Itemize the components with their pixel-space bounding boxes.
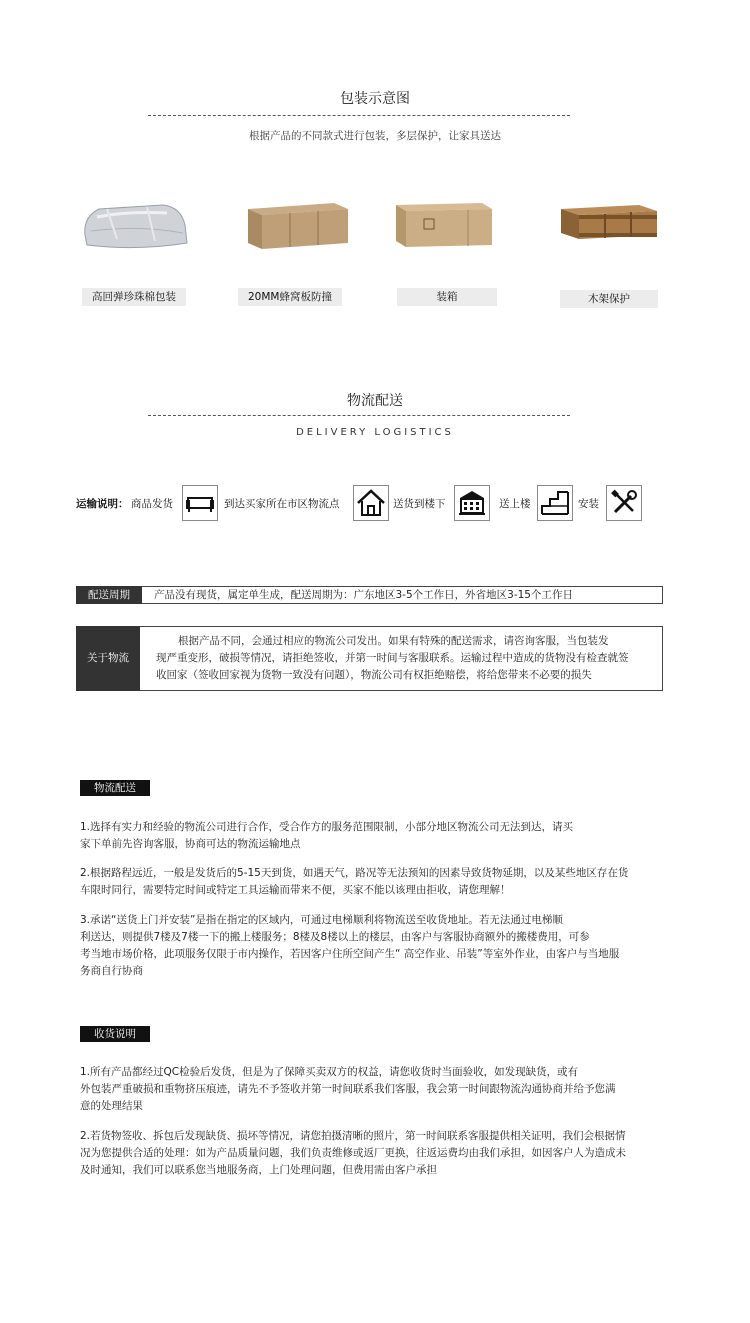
about-logistics-label: 关于物流	[76, 626, 140, 691]
text-line: 外包装严重破损和重物挤压痕迹，请先不予签收并第一时间联系我们客服，我会第一时间跟物流沟通协商并给予您满	[80, 1083, 616, 1095]
delivery-divider	[148, 415, 570, 416]
delivery-subtitle: DELIVERY LOGISTICS	[296, 427, 454, 438]
flow-step-ship: 商品发货	[131, 498, 173, 510]
text-line: 家下单前先咨询客服，协商可达的物流运输地点	[80, 838, 301, 850]
receipt-paragraph-2	[80, 1128, 626, 1179]
receipt-label: 收货说明	[80, 1026, 150, 1042]
about-logistics-text	[156, 633, 629, 684]
packaging-title: 包装示意图	[340, 91, 410, 107]
text-line: 利送达，则提供7楼及7楼一下的搬上楼服务；8楼及8楼以上的楼层，由客户与客服协商额外的搬楼费用，可参	[80, 931, 590, 943]
sofa-icon	[182, 485, 218, 521]
packaging-divider	[148, 115, 570, 116]
about-line: 现严重变形，破损等情况，请拒绝签收，并第一时间与客服联系。运输过程中造成的货物没有检查就签	[156, 652, 629, 664]
text-line: 1.所有产品都经过QC检验后发货，但是为了保障买卖双方的权益，请您收货时当面验收，如发现缺货，或有	[80, 1066, 579, 1078]
text-line: 2.根据路程远近，一般是发货后的5-15天到货，如遇天气，路况等无法预知的因素导致货物延期，以及某些地区存在货	[80, 867, 629, 879]
flow-step-upstairs: 送上楼	[499, 498, 531, 510]
house-icon	[353, 485, 389, 521]
building-icon	[454, 485, 490, 521]
text-line: 车限时同行，需要特定时间或特定工具运输而带来不便，买家不能以该理由拒收，请您理解！	[80, 884, 511, 896]
about-line: 根据产品不同，会通过相应的物流公司发出。如果有特殊的配送需求，请咨询客服，当包装发	[178, 635, 609, 647]
honeycomb-board-box-image	[238, 195, 358, 255]
pack-label-foam: 高回弹珍珠棉包装	[82, 288, 186, 306]
text-line: 意的处理结果	[80, 1100, 143, 1112]
pack-label-carton: 装箱	[397, 288, 497, 306]
text-line: 考当地市场价格，此项服务仅限于市内操作，若因客户住所空间产生“ 高空作业、吊装”等室外作业，由客户与当地服	[80, 948, 620, 960]
flow-step-downstairs: 送货到楼下	[393, 498, 446, 510]
flow-step-arrive: 到达买家所在市区物流点	[224, 498, 340, 510]
receipt-paragraph-1	[80, 1064, 616, 1115]
text-line: 1.选择有实力和经验的物流公司进行合作，受合作方的服务范围限制，小部分地区物流公司无法到达，请买	[80, 821, 574, 833]
wrapped-sofa-image	[77, 195, 197, 255]
tools-icon	[606, 485, 642, 521]
text-line: 2.若货物签收、拆包后发现缺货、损坏等情况，请您拍摄清晰的照片，第一时间联系客服提供相关证明，我们会根据情	[80, 1130, 626, 1142]
flow-intro: 运输说明：	[76, 498, 129, 510]
stairs-icon	[537, 485, 573, 521]
logistics-label: 物流配送	[80, 780, 150, 796]
delivery-cycle-text: 产品没有现货，属定单生成，配送周期为：广东地区3-5个工作日，外省地区3-15个工作日	[154, 589, 573, 601]
logistics-paragraph-3	[80, 912, 619, 980]
logistics-paragraph-1	[80, 819, 573, 853]
logistics-paragraph-2	[80, 865, 628, 899]
delivery-title: 物流配送	[347, 393, 403, 409]
text-line: 及时通知，我们可以联系您当地服务商，上门处理问题，但费用需由客户承担	[80, 1164, 437, 1176]
packaging-subtitle: 根据产品的不同款式进行包装，多层保护，让家具送达	[249, 130, 501, 142]
wooden-crate-image	[555, 195, 675, 255]
delivery-cycle-label: 配送周期	[76, 586, 142, 604]
pack-label-honeycomb: 20MM蜂窝板防撞	[238, 288, 342, 306]
flow-step-install: 安装	[578, 498, 599, 510]
about-line: 收回家（签收回家视为货物一致没有问题），物流公司有权拒绝赔偿，将给您带来不必要的损失	[156, 669, 592, 681]
carton-box-image	[388, 195, 508, 255]
text-line: 3.承诺“送货上门并安装”是指在指定的区域内，可通过电梯顺利将物流送至收货地址。若无法通过电梯顺	[80, 914, 563, 926]
pack-label-crate: 木架保护	[560, 290, 658, 308]
text-line: 况为您提供合适的处理：如为产品质量问题，我们负责维修或返厂更换，往返运费均由我们承担，如因客户人为造成未	[80, 1147, 626, 1159]
text-line: 务商自行协商	[80, 965, 143, 977]
